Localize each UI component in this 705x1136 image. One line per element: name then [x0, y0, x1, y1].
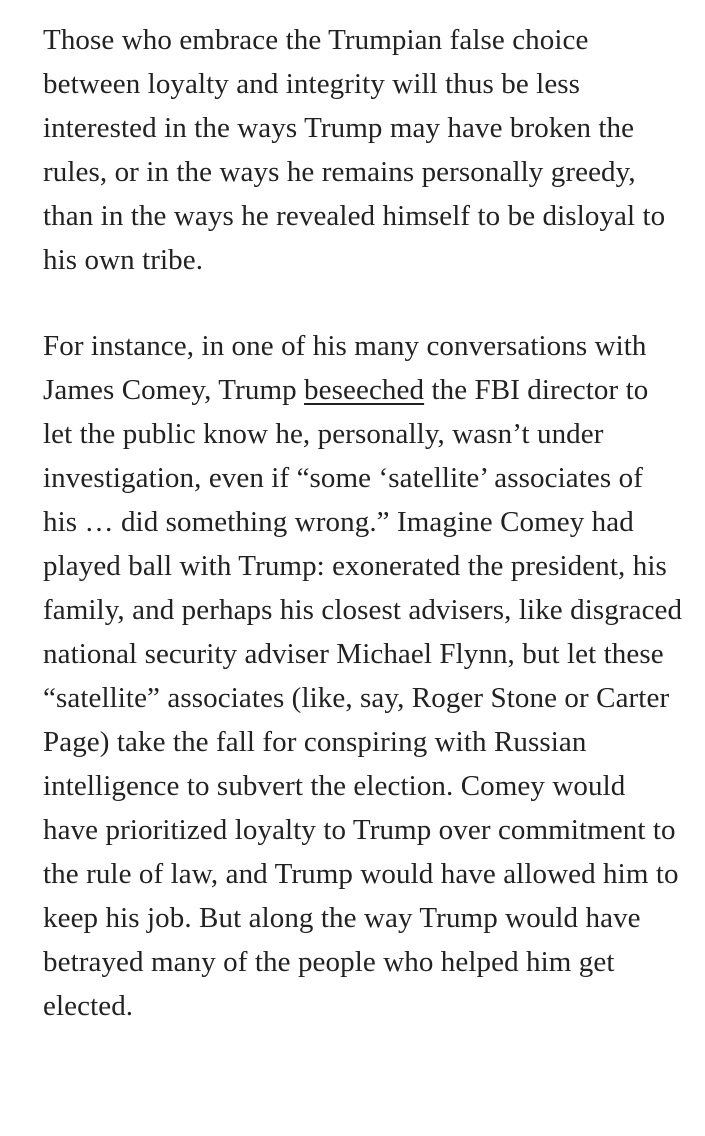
- paragraph-loyalty-integrity: Those who embrace the Trumpian false choice between loyalty and integrity will thus be less interested in the ways Trump may have broken the rules, or in the ways he remains personally greedy, than in the ways he revealed himself to be disloyal to his own tribe.: [43, 24, 666, 276]
- beseeched-link[interactable]: beseeched: [304, 374, 425, 406]
- paragraph-text-start: For instance, in one of his many conversations with James Comey, Trump: [43, 330, 647, 406]
- paragraph-text-rest: the FBI director to let the public know he, personally, wasn’t under investigation, even if “some ‘satellite’ associates of his … did something wrong.” Imagine Comey had played ball with Trump: exonerated the president, his family, and perhaps his closest advisers, like disgraced national security adviser Michael Flynn, but let these “satellite” associates (like, say, Roger Stone or Carter Page) take the fall for conspiring with Russian intelligence to subvert the election. Comey would have prioritized loyalty to Trump over commitment to the rule of law, and Trump would have allowed him to keep his job. But along the way Trump would have betrayed many of the people who helped him get elected.: [43, 374, 683, 1022]
- article-body: [43, 18, 683, 1028]
- paragraph-comey-example: [43, 324, 683, 1028]
